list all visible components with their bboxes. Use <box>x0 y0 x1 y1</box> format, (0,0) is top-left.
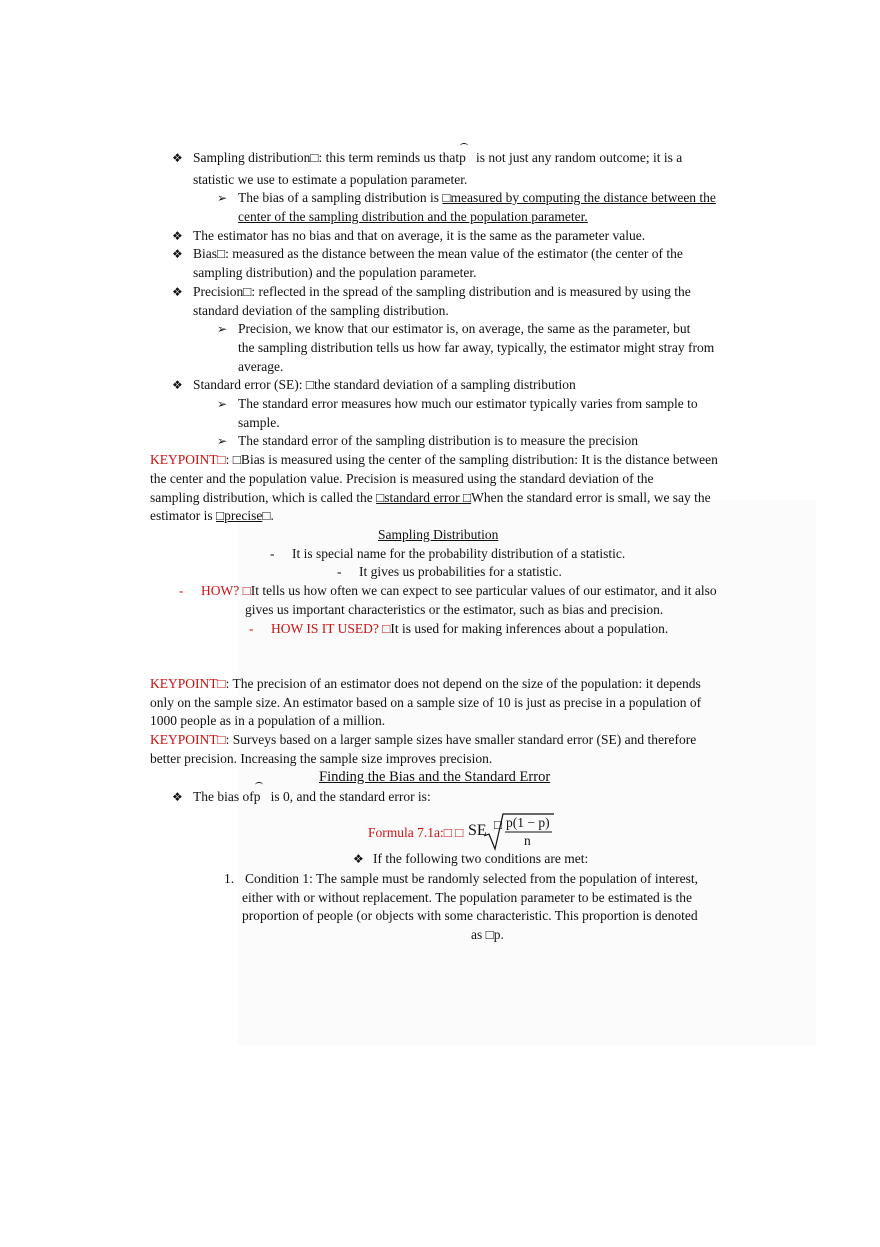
precision-bullet: Precision□: reflected in the spread of the sampling distribution and is measured by using the <box>193 284 691 299</box>
bias-sub-bullet: The bias of a sampling distribution is □measured by computing the distance between the <box>238 190 716 205</box>
bullet-icon: ❖ <box>172 247 183 261</box>
keypoint-2: KEYPOINT□: The precision of an estimator does not depend on the size of the population: it depends <box>150 676 701 691</box>
text-line: better precision. Increasing the sample size improves precision. <box>150 751 493 766</box>
formula-box: □ <box>494 817 503 832</box>
text-line: center of the sampling distribution and the population parameter. <box>238 209 588 224</box>
formula-label: Formula 7.1a:□ □ <box>368 825 464 840</box>
text-line: 1000 people as in a population of a million. <box>150 713 386 728</box>
sampling-distribution-title: Sampling Distribution <box>378 527 499 542</box>
arrow-icon: ➢ <box>217 397 228 411</box>
keypoint-label: KEYPOINT□ <box>150 732 226 747</box>
text-line: statistic we use to estimate a population parameter. <box>193 172 468 187</box>
text-line: as □p. <box>471 927 504 942</box>
text-line: the sampling distribution tells us how far away, typically, the estimator might stray from <box>238 340 715 355</box>
se-sub-bullet-2: The standard error of the sampling distribution is to measure the precision <box>238 433 639 448</box>
formula-numerator: p(1 − p) <box>506 815 550 830</box>
sd-item-2: It gives us probabilities for a statistic. <box>359 564 562 579</box>
sd-item-1: It is special name for the probability distribution of a statistic. <box>292 546 626 561</box>
dash-marker: - <box>179 583 184 598</box>
formula-denominator: n <box>524 833 531 848</box>
no-bias-bullet: The estimator has no bias and that on average, it is the same as the parameter value. <box>193 228 646 243</box>
arrow-icon: ➢ <box>217 434 228 448</box>
sampling-distribution-bullet <box>193 149 682 167</box>
sd-item-how: HOW? □It tells us how often we can expect to see particular values of our estimator, and it also <box>201 583 717 598</box>
text-line: average. <box>238 359 284 374</box>
text-line: proportion of people (or objects with some characteristic. This proportion is denoted <box>242 908 698 923</box>
formula-se: SE <box>468 822 487 839</box>
standard-error-bullet: Standard error (SE): □the standard deviation of a sampling distribution <box>193 377 576 392</box>
bias-bullet: Bias□: measured as the distance between the mean value of the estimator (the center of the <box>193 246 683 261</box>
keypoint-label: KEYPOINT□ <box>150 452 226 467</box>
text-line: sampling distribution, which is called the □standard error □When the standard error is small, we say the <box>150 490 711 505</box>
bias-se-title: Finding the Bias and the Standard Error <box>319 769 551 785</box>
bullet-icon: ❖ <box>172 229 183 243</box>
dash-marker: - <box>270 546 275 561</box>
bullet-icon: ❖ <box>172 378 183 392</box>
text-line: sample. <box>238 415 280 430</box>
text: is not just any random outcome; it is a <box>472 150 683 165</box>
bullet-icon: ❖ <box>172 790 183 804</box>
text-line: the center and the population value. Precision is measured using the standard deviation of the <box>150 471 654 486</box>
precision-sub-bullet: Precision, we know that our estimator is, on average, the same as the parameter, but <box>238 321 691 336</box>
p-hat-symbol: p <box>254 788 261 806</box>
bias-of-phat-bullet: The bias of p is 0, and the standard error is: <box>193 788 431 806</box>
se-sub-bullet: The standard error measures how much our estimator typically varies from sample to <box>238 396 698 411</box>
formula-7-1a <box>368 812 568 852</box>
arrow-icon: ➢ <box>217 191 228 205</box>
keypoint-1: KEYPOINT□: □Bias is measured using the center of the sampling distribution: It is the distance between <box>150 452 718 467</box>
p-hat-symbol: p <box>459 149 466 167</box>
text-line: gives us important characteristics or the estimator, such as bias and precision. <box>245 602 664 617</box>
bullet-icon: ❖ <box>172 285 183 299</box>
text: Sampling distribution□: this term reminds us that <box>193 150 460 165</box>
dash-marker: - <box>337 564 342 579</box>
condition-1: Condition 1: The sample must be randomly selected from the population of interest, <box>245 871 699 886</box>
conditions-intro: If the following two conditions are met: <box>373 851 589 866</box>
sd-item-used: HOW IS IT USED? □It is used for making inferences about a population. <box>271 621 669 636</box>
text-line: estimator is □precise□. <box>150 508 274 523</box>
text-line: sampling distribution) and the population parameter. <box>193 265 477 280</box>
dash-marker: - <box>249 621 254 636</box>
keypoint-label: KEYPOINT□ <box>150 676 226 691</box>
bullet-icon: ❖ <box>172 151 183 165</box>
keypoint-3: KEYPOINT□: Surveys based on a larger sample sizes have smaller standard error (SE) and therefore <box>150 732 697 747</box>
text-line: standard deviation of the sampling distribution. <box>193 303 449 318</box>
arrow-icon: ➢ <box>217 322 228 336</box>
bullet-icon: ❖ <box>353 852 364 866</box>
text-line: only on the sample size. An estimator based on a sample size of 10 is just as precise in a population of <box>150 695 702 710</box>
condition-number: 1. <box>224 871 235 886</box>
text-line: either with or without replacement. The population parameter to be estimated is the <box>242 890 692 905</box>
